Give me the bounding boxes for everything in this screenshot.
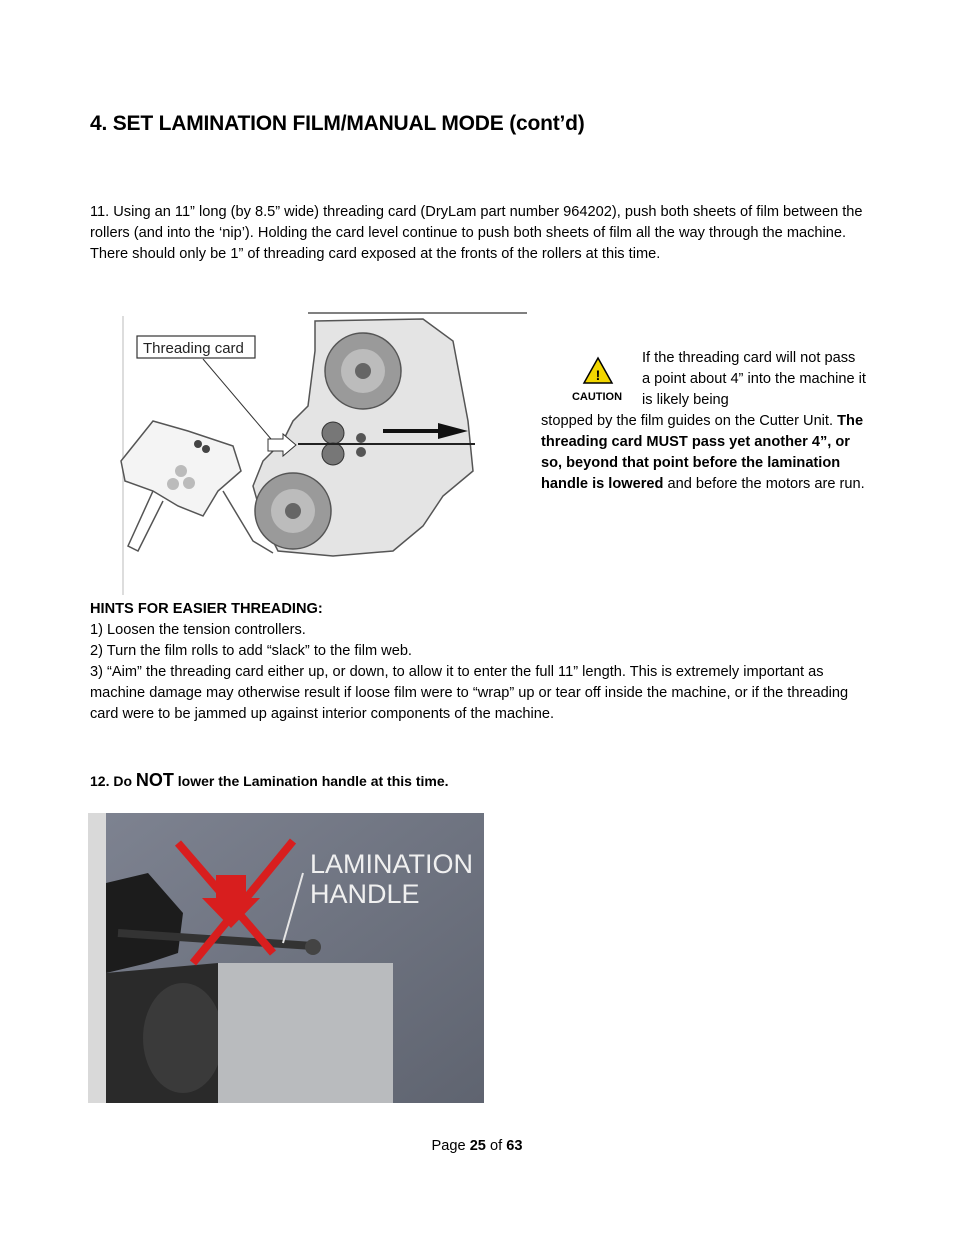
lamination-handle-photo: [88, 813, 484, 1103]
page-title: 4. SET LAMINATION FILM/MANUAL MODE (cont’d): [90, 112, 585, 135]
hints-section: [90, 599, 850, 725]
footer-total-pages: 63: [506, 1138, 523, 1154]
caution-text-bold: The threading card MUST pass yet another 4”, or so, beyond that point before the lamination handle is lowered: [541, 413, 864, 492]
threading-card-label: Threading card: [143, 340, 244, 357]
step-11-paragraph: 11. Using an 11” long (by 8.5” wide) threading card (DryLam part number 964202), push both sheets of film between the rollers (and into the ‘nip’). Holding the card level continue to push both sheets of film all the way through the machine. There should only be 1” of threading card exposed at the fronts of the rollers at this time.: [90, 204, 863, 262]
threading-diagram: [93, 311, 527, 595]
caution-icon: [566, 356, 630, 404]
hint-item: 2) Turn the film rolls to add “slack” to the film web.: [90, 643, 412, 659]
hints-title: HINTS FOR EASIER THREADING:: [90, 601, 323, 617]
step-12-emphasis: NOT: [135, 770, 174, 790]
page-footer: [0, 1136, 954, 1157]
hint-item: 1) Loosen the tension controllers.: [90, 622, 306, 638]
caution-text-top: If the threading card will not pass a point about 4” into the machine it is likely being: [642, 350, 866, 408]
hint-item: 3) “Aim” the threading card either up, or down, to allow it to enter the full 11” length. This is extremely important as machine damage may otherwise result if loose film were to “wrap” up or tear off inside the machine, or if the threading card were to be jammed up against interior components of the machine.: [90, 664, 849, 722]
caution-text-rest: stopped by the film guides on the Cutter Unit.: [541, 413, 834, 429]
footer-of-word: of: [485, 1138, 507, 1154]
caution-text-end: and before the motors are run.: [663, 476, 865, 492]
caution-label: CAUTION: [571, 391, 623, 403]
footer-page-number: 25: [469, 1138, 486, 1154]
footer-page-word: Page: [431, 1138, 470, 1154]
photo-label-line1: LAMINATION: [310, 849, 474, 879]
step-12-suffix: lower the Lamination handle at this time.: [173, 773, 449, 789]
step-12-prefix: 12. Do: [90, 773, 136, 789]
caution-text-body: [541, 411, 871, 495]
threading-diagram-drawing: [93, 311, 527, 595]
photo-label-line2: HANDLE: [310, 879, 420, 909]
caution-exclamation: !: [595, 367, 601, 383]
step-12-heading: [90, 770, 449, 792]
